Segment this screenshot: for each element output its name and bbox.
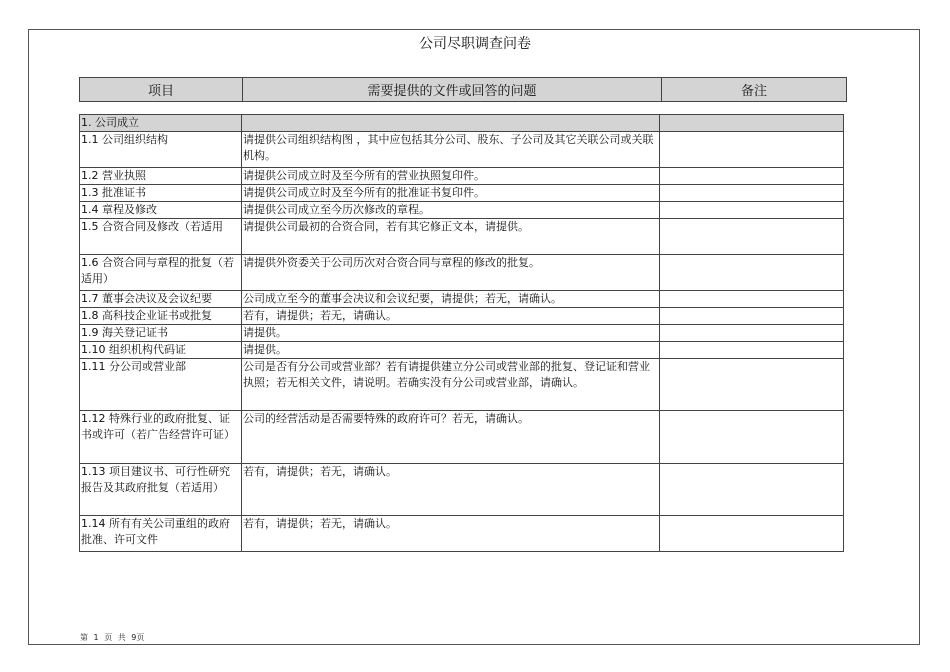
section-blank [242,115,660,132]
row-note [660,132,844,168]
table-row [80,255,844,291]
row-item: 1.1 公司组织结构 [80,132,242,168]
table-row [80,185,844,202]
table-row [80,291,844,308]
header-table [79,77,847,102]
row-request: 请提供公司成立时及至今所有的批准证书复印件。 [242,185,660,202]
row-note [660,516,844,552]
section-blank [660,115,844,132]
footer-total-prefix: 共 [117,633,126,642]
table-row [80,202,844,219]
row-request: 请提供公司组织结构图 ，其中应包括其分公司、股东、子公司及其它关联公司或关联机构。 [242,132,660,168]
table-row [80,516,844,552]
page-footer [80,632,147,643]
row-request: 公司成立至今的董事会决议和会议纪要，请提供；若无，请确认。 [242,291,660,308]
row-item: 1.10 组织机构代码证 [80,342,242,359]
row-request: 若有，请提供；若无，请确认。 [242,464,660,516]
row-note [660,291,844,308]
row-note [660,308,844,325]
row-item: 1.4 章程及修改 [80,202,242,219]
row-item: 1.3 批准证书 [80,185,242,202]
row-note [660,219,844,255]
row-request: 请提供公司最初的合资合同，若有其它修正文本，请提供。 [242,219,660,255]
row-note [660,464,844,516]
row-request: 请提供公司成立至今历次修改的章程。 [242,202,660,219]
table-row [80,359,844,411]
table-row [80,411,844,464]
row-item: 1.6 合资合同与章程的批复（若适用） [80,255,242,291]
row-note [660,202,844,219]
row-item: 1.11 分公司或营业部 [80,359,242,411]
table-row [80,219,844,255]
footer-total-pages: 9页 [131,633,145,642]
table-row [80,464,844,516]
row-note [660,185,844,202]
row-request: 公司的经营活动是否需要特殊的政府许可？若无，请确认。 [242,411,660,464]
section-label: 1. 公司成立 [80,115,242,132]
row-item: 1.5 合资合同及修改（若适用 [80,219,242,255]
row-item: 1.8 高科技企业证书或批复 [80,308,242,325]
header-item: 项目 [80,78,243,102]
table-row [80,325,844,342]
row-request: 公司是否有分公司或营业部？若有请提供建立分公司或营业部的批复、登记证和营业执照；若无相关文件，请说明。若确实没有分公司或营业部，请确认。 [242,359,660,411]
row-item: 1.14 所有有关公司重组的政府批准、许可文件 [80,516,242,552]
row-note [660,255,844,291]
row-request: 请提供公司成立时及至今所有的营业执照复印件。 [242,168,660,185]
footer-page-prefix: 第 [80,633,88,642]
table-row [80,342,844,359]
header-request: 需要提供的文件或回答的问题 [243,78,662,102]
row-request: 若有，请提供；若无，请确认。 [242,308,660,325]
header-note: 备注 [662,78,847,102]
row-request: 请提供。 [242,342,660,359]
row-item: 1.12 特殊行业的政府批复、证书或许可（若广告经营许可证） [80,411,242,464]
table-row [80,168,844,185]
row-request: 请提供外资委关于公司历次对合资合同与章程的修改的批复。 [242,255,660,291]
footer-page-number: 1 [93,633,99,642]
row-note [660,168,844,185]
header-row [80,78,847,102]
row-item: 1.2 营业执照 [80,168,242,185]
table-row [80,132,844,168]
table-row [80,308,844,325]
section-row [80,115,844,132]
row-item: 1.9 海关登记证书 [80,325,242,342]
row-request: 若有，请提供；若无，请确认。 [242,516,660,552]
row-note [660,411,844,464]
questionnaire-table [79,114,844,552]
row-request: 请提供。 [242,325,660,342]
row-note [660,359,844,411]
footer-page-unit: 页 [104,633,113,642]
row-note [660,325,844,342]
row-item: 1.13 项目建议书、可行性研究报告及其政府批复（若适用） [80,464,242,516]
row-note [660,342,844,359]
row-item: 1.7 董事会决议及会议纪要 [80,291,242,308]
document-title: 公司尽职调查问卷 [419,36,531,52]
